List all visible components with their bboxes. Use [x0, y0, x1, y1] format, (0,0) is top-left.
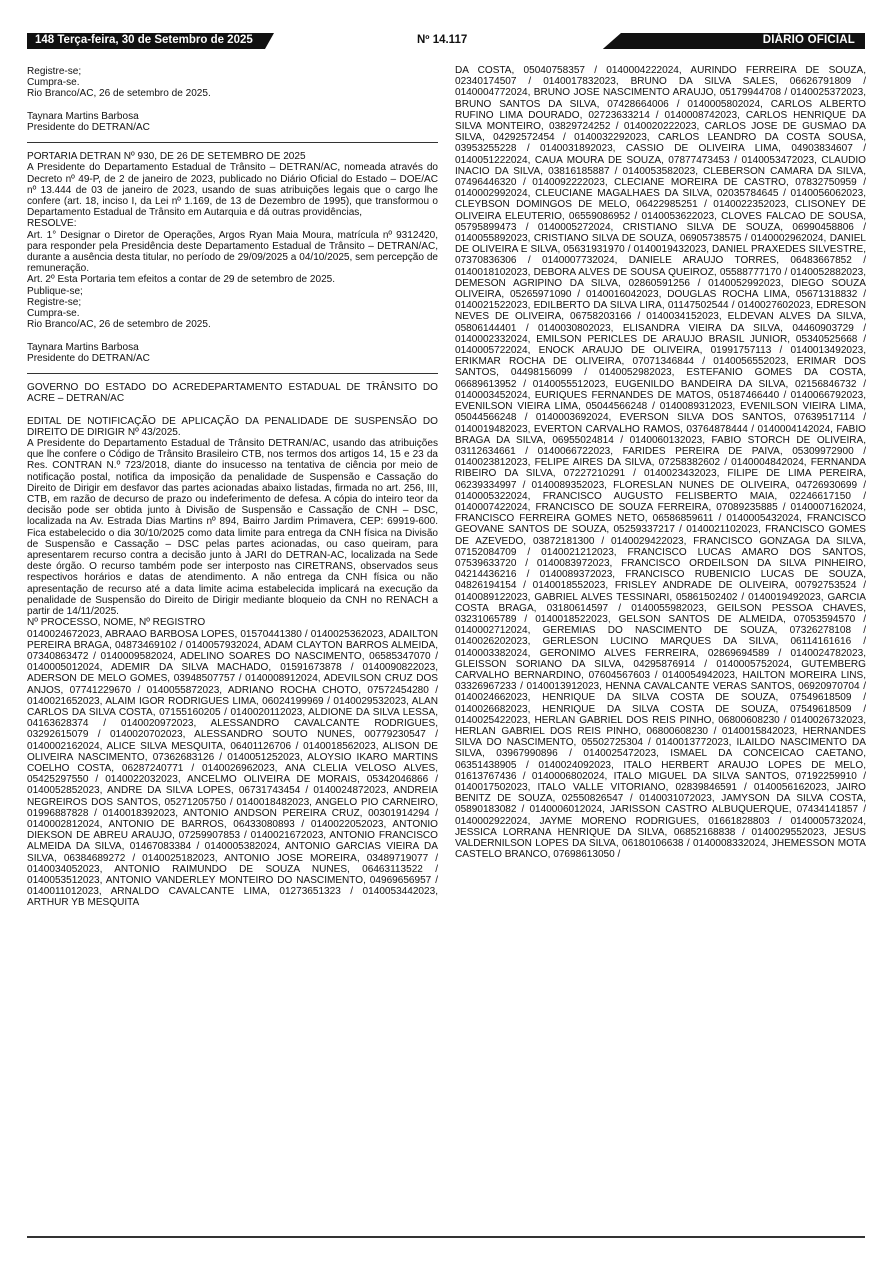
article-1: Art. 1° Designar o Diretor de Operações, Argos Ryan Maia Moura, matrícula nº 9312420, para responder pela Presidência deste Departamento Estadual de Trânsito – DETRAN/AC, durante a ausência desta titular, no período de 29/09/2025 a 04/10/2025, sem percepção de remuneração. — [27, 229, 438, 275]
list-header: Nº PROCESSO, NOME, Nº REGISTRO — [27, 617, 206, 629]
edital-body: A Presidente do Departamento Estadual de Trânsito DETRAN/AC, usando das atribuições que lhe confere o Código de Trânsito Brasileiro CTB, nos termos dos artigos 14, 15 e 23 da Res. CONTRAN N.º 723/2018, diante do insucesso na tentativa de ciência por meio de notificação postal, notifica da imposição da penalidade de Suspensão e Cassação do Direito de Dirigir em desfavor das partes acionadas abaixo listadas, firmada no art. 256, III, CTB, em razão de decurso de prazo ou indeferimento de defesa. A cópia do inteiro teor da decisão pode ser obtida junto à Divisão de Suspensão e Cassação de CNH – DSC, localizada na Av. Estrada Dias Martins nº 894, Bairro Jardim Primavera, CEP: 69919-600. Fica estabelecido o dia 30/10/2025 como data limite para entrega da CNH física na Divisão de Suspensão e Cassação – DSC pelas partes acionadas, ou caso queiram, para apresentarem recurso contra a decisão junto à JARI do DETRAN-AC, localizada na Sede deste órgão. O recurso também pode ser interposto nas CIRETRANS, observados seus respectivos horários e datas de atendimento. A não entrega da CNH física ou não apresentação de recurso até a data limite acima estabelecida implicará na execução da penalidade de Suspensão do Direito de Dirigir mediante bloqueio da CNH no RENACH a partir de 14/11/2025. — [27, 438, 438, 618]
article-2: Art. 2º Esta Portaria tem efeitos a contar de 29 de setembro de 2025. — [27, 274, 336, 286]
closing-line: Registre-se; — [27, 66, 82, 77]
closing-line: Rio Branco/AC, 26 de setembro de 2025. — [27, 319, 211, 331]
signatory-title: Presidente do DETRAN/AC — [27, 122, 150, 133]
closing-line: Cumpra-se. — [27, 308, 80, 320]
section-divider — [27, 373, 438, 374]
edition-number: Nº 14.117 — [417, 34, 468, 46]
signatory-name: Taynara Martins Barbosa — [27, 341, 139, 353]
journal-title: DIÁRIO OFICIAL — [762, 34, 855, 46]
page-header — [27, 33, 865, 49]
signatory-title: Presidente do DETRAN/AC — [27, 352, 150, 364]
portaria-body: A Presidente do Departamento Estadual de Trânsito – DETRAN/AC, nomeada através do Decreto nº 49-P, de 2 de janeiro de 2023, publicado no Diário Oficial do Estado – DOE/AC nº 13.444 de 03 de janeiro de 2023, usando de suas atribuições legais que o cargo lhe confere (art. 18, inciso I, da Lei nº 1.169, de 13 de Dezembro de 1995), que transformou o Departamento Estadual de Trânsito em Autarquia e dá outras providências, — [27, 162, 438, 219]
portaria-title: PORTARIA DETRAN Nº 930, DE 26 DE SETEMBRO DE 2025 — [27, 151, 306, 163]
closing-line: Publique-se; — [27, 285, 83, 297]
edital-title: EDITAL DE NOTIFICAÇÃO DE APLICAÇÃO DA PENALIDADE DE SUSPENSÃO DO DIREITO DE DIRIGIR Nº 43/2025. — [27, 415, 438, 438]
notification-list: 0140024672023, ABRAAO BARBOSA LOPES, 01570441380 / 0140025362023, ADAILTON PEREIRA BRAGA, 04873469102 / 0140057932024, ADAM CLAYTON BARROS ALMEIDA, 07340863472 / 0140009582024, ADELINO SOARES DO NASCIMENTO, 06585347070 / 0140005012024, ADEMIR DA SILVA MACHADO, 01591673878 / 0140090822023, ADERSON DE MELO GOMES, 03948507757 / 0140008912024, ADEVILSON CRUZ DOS ANJOS, 07741229670 / 0140055872023, ADRIANO ROCHA CHOTO, 07572454280 / 0140021652023, ALAIM IGOR RODRIGUES LIMA, 06024199969 / 0140029532023, ALAN CARLOS DA SILVA COSTA, 07155160205 / 0140020112023, ALDIONE DA SILVA LESSA, 04163628374 / 0140020972023, ALESSANDRO CAVALCANTE RODRIGUES, 03292615079 / 0140020702023, ALESSANDRO SOUTO NUNES, 00779230547 / 0140002162024, ALICE SILVA MESQUITA, 06401126706 / 0140018562023, ALISON DE OLIVEIRA NASCIMENTO, 07362683126 / 0140051252023, ALOYSIO IKARO MARTINS COELHO COSTA, 06287240771 / 0140026962023, ANA CLELIA VELOSO ALVES, 05425297550 / 0140022032023, ANCELMO OLIVEIRA DE MORAIS, 05342046866 / 0140052852023, ANDRE DA SILVA LOPES, 06731743454 / 0140024872023, ANDREIA NEGREIROS DOS SANTOS, 05271205750 / 0140018482023, ANGELO PIO CARNEIRO, 01996887828 / 0140018392023, ANTONIO ANDSON PEREIRA CRUZ, 00301914294 / 0140002812024, ANTONIO DE BARROS, 06433080893 / 0140022052023, ANTONIO DIEKSON DE ABREU ARAUJO, 07259907853 / 0140021672023, ANTONIO FRANCISCO ALMEIDA DA SILVA, 01467083384 / 0140005382024, ANTONIO GARCIAS VIEIRA DA SILVA, 06384689272 / 0140025182023, ANTONIO JOSE MOREIRA, 03489719077 / 0140034052023, ANTONIO RAIMUNDO DE SOUZA NUNES, 06463113522 / 0140053512023, ANTONIO VANDERLEY MONTEIRO DO NASCIMENTO, 04969656957 / 0140011012023, ARNALDO CAVALCANTE LIMA, 01273651323 / 0140053442023, ARTHUR YB MESQUITA — [27, 628, 438, 909]
government-heading: GOVERNO DO ESTADO DO ACREDEPARTAMENTO ESTADUAL DE TRÂNSITO DO ACRE – DETRAN/AC — [27, 382, 438, 405]
footer-rule — [27, 1236, 865, 1238]
section-divider — [27, 142, 438, 143]
notification-list: DA COSTA, 05040758357 / 0140004222024, AURINDO FERREIRA DE SOUZA, 02340174507 / 0140017832023, BRUNO DA SILVA SALES, 06626791809 / 0140004772024, BRUNO JOSE NASCIMENTO ARAUJO, 05179944708 / 0140025372023, BRUNO SANTOS DA SILVA, 07428664006 / 0140005802024, CARLOS ALBERTO RUFINO LIMA DOURADO, 02723633214 / 0140008742023, CARLOS HENRIQUE DA SILVA MONTEIRO, 03829724252 / 0140020222023, CARLOS JOSE DE GUSMAO DA SILVA, 04292572454 / 0140032292023, CARLOS LEANDRO DA COSTA SOUSA, 03953255228 / 0140031892023, CASSIO DE OLIVEIRA LIMA, 04903834607 / 0140051222024, CAUA MOURA DE SOUZA, 07877473453 / 0140053472023, CLAUDIO INACIO DA SILVA, 03816185887 / 0140053582023, CLEBERSON CAMARA DA SILVA, 07496446320 / 0140092222023, CLECIANE MOREIRA DE CASTRO, 07832750959 / 0140002992024, CLEUCIANE MAGALHAES DA SILVA, 02035784645 / 0140056062023, CLEYBSON DOMINGOS DE MELO, 06422985251 / 0140022352023, CLISONEY DE OLIVEIRA ELEUTERIO, 06559086952 / 0140053622023, CLOVES FALCAO DE SOUSA, 05795899473 / 0140005272024, CRISTIANO SILVA DE SOUZA, 06990458806 / 0140055892023, CRISTIANO SILVA DE SOUZA, 06905738575 / 0140002962024, DANIEL DE OLIVEIRA E SILVA, 05631931970 / 0140019432023, DANIEL PRAXEDES SILVESTRE, 07370836306 / 0140007732024, DANIELE ARAUJO TORRES, 06483667852 / 0140018102023, DEBORA ALVES DE SOUSA QUEIROZ, 05588777170 / 0140052882023, DEMESON AGRIPINO DA SILVA, 02860591256 / 0140052992023, DIEGO SOUZA OLIVEIRA, 05265971090 / 0140016042023, DOUGLAS ROCHA LIMA, 05671318832 / 0140021522023, EDILBERTO DA SILVA LIRA, 01147502544 / 0140027602023, EDRESON NEVES DE OLIVEIRA, 06758203166 / 0140034152023, ELDEVAN ALVES DA SILVA, 05806144401 / 0140030802023, ELISANDRA VIEIRA DA SILVA, 04460903729 / 0140002332024, EMILSON PERICLES DE ARAUJO BRASIL JUNIOR, 05340525668 / 0140005722024, ENOCK ARAUJO DE OLIVEIRA, 01991757113 / 0140013492023, ERIKMAR ROCHA DE OLIVEIRA, 07071346844 / 0140056552023, ERIMAR DOS SANTOS, 04498156099 / 0140052982023, ESTEFANIO GOMES DA COSTA, 06689613952 / 0140055512023, EUGENILDO BANDEIRA DA SILVA, 02156846732 / 0140003452024, EURIQUES FERNANDES DE MATOS, 05187466440 / 0140066792023, EVENILSON VIEIRA LIMA, 05044566248 / 0140089312023, EVENILSON VIEIRA LIMA, 05044566248 / 0140003692024, EVERSON SILVA DOS SANTOS, 07639517114 / 0140019482023, EVERTON CARVALHO RAMOS, 03764878444 / 0140004142024, FABIO BRAGA DA SILVA, 06955024814 / 0140060132023, FABIO STORCH DE OLIVEIRA, 03112634661 / 0140066722023, FARIDES PEREIRA DE PAIVA, 05309972900 / 0140023812023, FELIPE AIRES DA SILVA, 07258382602 / 0140004842024, FERNANDA RIBEIRO DA SILVA, 07227210291 / 0140023432023, FILIPE DE LIMA PEREIRA, 06239334997 / 0140089352023, FLORESLAN NUNES DE OLIVEIRA, 04726930699 / 0140005322024, FRANCISCO AUGUSTO FELISBERTO MAIA, 02246617150 / 0140007422024, FRANCISCO DE SOUZA FERREIRA, 07089235885 / 0140007162024, FRANCISCO FERREIRA GOMES NETO, 06586859611 / 0140005432024, FRANCISCO GEOVANE SANTOS DE SOUZA, 05259337217 / 0140021102023, FRANCISCO GOMES DE AZEVEDO, 03872181300 / 0140029422023, FRANCISCO GONZAGA DA SILVA, 07152084709 / 0140021212023, FRANCISCO LUCAS AMARO DOS SANTOS, 07539633720 / 0140083972023, FRANCISCO ORDEILSON DA SILVA PINHEIRO, 04214436216 / 0140089372023, FRANCISCO RUBENICIO LUCAS DE SOUZA, 04826194154 / 0140018552023, FRISLEY ANDRADE DE OLIVEIRA, 00792753524 / 0140089122023, GABRIEL ALVES TESSINARI, 05861502402 / 0140019492023, GARCIA COSTA BRAGA, 03180614597 / 0140055982023, GEILSON PESSOA CHAVES, 03231065789 / 0140018522023, GELSON SANTOS DE ALMEIDA, 07053594570 / 0140002712024, GEREMIAS DO NASCIMENTO DE SOUZA, 07326278108 / 0140026202023, GERLESON LUCINO MARQUES DA SILVA, 06114161616 / 0140003382024, GERONIMO ALVES FERREIRA, 02869694589 / 0140024782023, GLEISSON SORIANO DA SILVA, 04295876914 / 0140005752024, GUTEMBERG CARVALHO BERNARDINO, 07604567603 / 0140054942023, HAILTON MOREIRA LINS, 03326967233 / 0140013912023, HENNA CAVALCANTE VERAS SANTOS, 06920970704 / 0140024662023, HENRIQUE DA SILVA COSTA DE SOUZA, 07549618509 / 0140026682023, HENRIQUE DA SILVA COSTA DE SOUZA, 07549618509 / 0140025422023, HERLAN GABRIEL DOS REIS PINHO, 06800608230 / 0140026732023, HERLAN GABRIEL DOS REIS PINHO, 06800608230 / 0140015842023, HERNANDES SILVA DO NASCIMENTO, 05502725304 / 0140013772023, ILAILDO NASCIMENTO DA SILVA, 03967990896 / 0140025472023, ISMAEL DA CONCEICAO CAETANO, 06351438905 / 0140024092023, ITALO HERBERT ARAUJO LOPES DE MELO, 01613767436 / 0140006802024, ITALO MIGUEL DA SILVA SANTOS, 07192259910 / 0140017502023, ITALO VALLE VITORIANO, 02839846591 / 0140056162023, JAIRO BENITZ DE SOUZA, 02550826547 / 0140031072023, JAMYSON DA SILVA COSTA, 05890183082 / 0140006012024, JARISSON CASTRO ALBUQUERQUE, 07434141857 / 0140002922024, JAYME MORENO RODRIGUES, 01661828803 / 0140005732024, JESSICA LORRANA HENRIQUE DA SILVA, 06852168838 / 0140029552023, JESUS VALDERNILSON LOPES DA SILVA, 06180106638 / 0140008332024, JHEMESSON MOTA CASTELO BRANCO, 07698613050 / — [455, 65, 866, 861]
closing-line: Cumpra-se. — [27, 77, 80, 89]
page-number-date: 148 Terça-feira, 30 de Setembro de 2025 — [35, 34, 253, 46]
signatory-name: Taynara Martins Barbosa — [27, 110, 139, 122]
resolve-label: RESOLVE: — [27, 218, 77, 230]
right-column — [455, 65, 866, 860]
left-column — [27, 66, 438, 909]
closing-line: Registre-se; — [27, 296, 82, 308]
closing-line: Rio Branco/AC, 26 de setembro de 2025. — [27, 88, 211, 100]
